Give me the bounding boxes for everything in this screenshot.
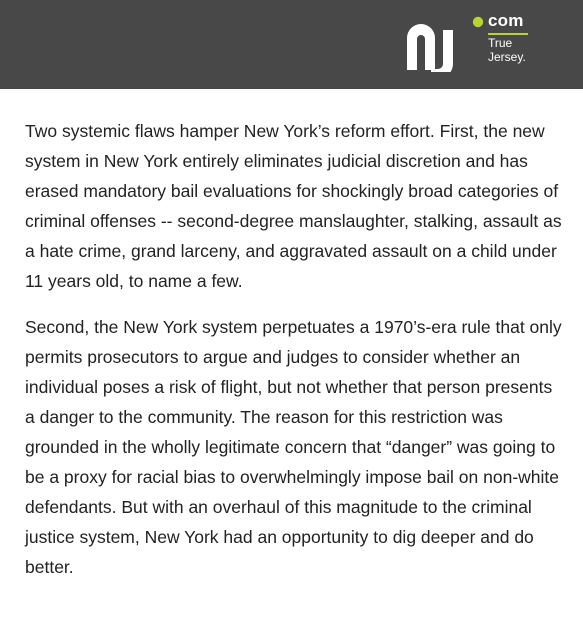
site-header — [0, 0, 583, 89]
article-body — [25, 116, 565, 582]
paragraph-1: Two systemic flaws hamper New York’s reform effort. First, the new system in New York entirely eliminates judicial discretion and has erased mandatory bail evaluations for shockingly broad categories of criminal offenses -- second-degree manslaughter, stalking, assault as a hate crime, grand larceny, and aggravated assault on a child under 11 years old, to name a few. — [25, 121, 562, 291]
logo-divider — [488, 33, 528, 35]
paragraph-2: Second, the New York system perpetuates a 1970’s-era rule that only permits prosecutors to argue and judges to consider whether an individual poses a risk of flight, but not whether that person presents a danger to the community. The reason for this restriction was grounded in the wholly legitimate concern that “danger” was going to be a proxy for racial bias to overwhelmingly impose bail on non-white defendants. But with an overhaul of this magnitude to the criminal justice system, New York had an opportunity to dig deeper and do better. — [25, 317, 562, 577]
logo-com-label: com — [488, 11, 524, 30]
logo-tagline: True Jersey. — [488, 36, 526, 64]
